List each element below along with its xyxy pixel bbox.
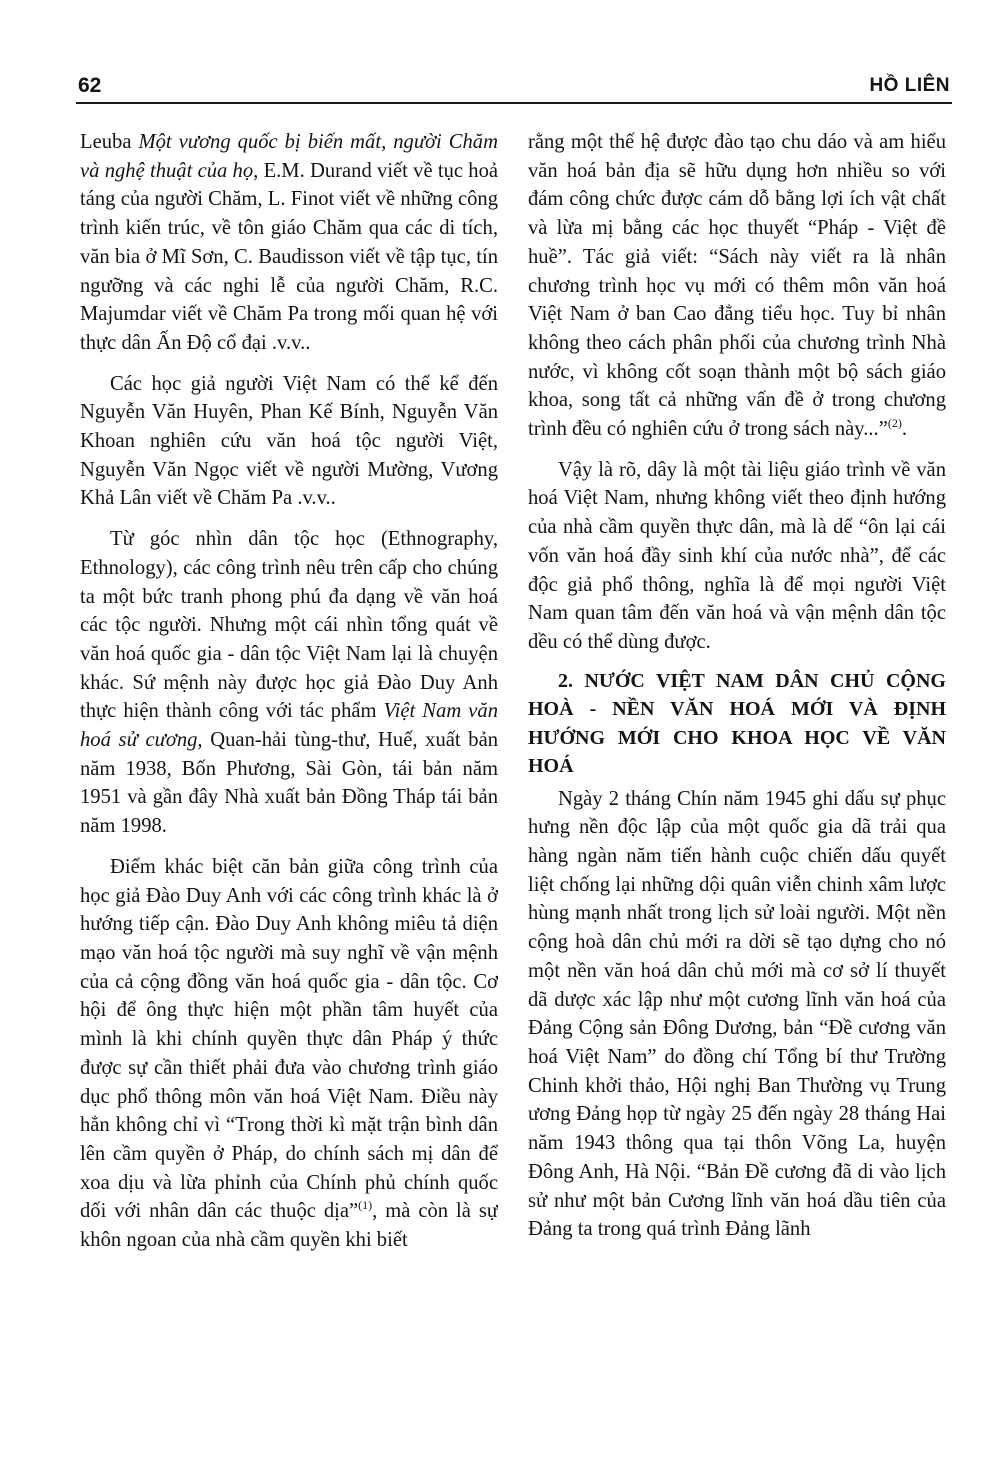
paragraph: Các học giả người Việt Nam có thể kể đến Nguyễn Văn Huyên, Phan Kế Bính, Nguyễn Văn Khoan nghiên cứu văn hoá tộc người Việt, Nguyễn Văn Ngọc viết về người Mường, Vương Khả Lân viết về Chăm Pa .v.v.. — [80, 372, 498, 510]
text-run: rằng một thế hệ được đào tạo chu dáo và am hiểu văn hoá bản địa sẽ hữu dụng hơn nhiều so với đám công chức được cám dỗ bằng lợi ích vật chất và lừa mị bằng các học thuyết “Pháp - Việt đề huề”. Tác giả viết: “Sách này viết ra là nhân chương trình học vụ mới có thêm môn văn hoá Việt Nam ở ban Cao đẳng tiểu học. Tuy bỉ nhân không theo cách phân phối của chương trình Nhà nước, vì không cốt soạn thành một bộ sách giáo khoa, song tất cả những vấn đề ở trong chương trình đều có nghiên cứu ở trong sách này...” — [528, 131, 946, 441]
page-header — [76, 68, 952, 104]
text-run: Từ góc nhìn dân tộc học (Ethnography, Ethnology), các công trình nêu trên cấp cho chúng ta một bức tranh phong phú đa dạng về văn hoá các tộc người. Nhưng một cái nhìn tổng quát về văn hoá quốc gia - dân tộc Việt Nam lại là chuyện khác. Sứ mệnh này được học giả Đào Duy Anh thực hiện thành công với tác phẩm — [80, 528, 498, 723]
footnote-marker: (2) — [887, 416, 902, 431]
paragraph — [80, 853, 498, 1255]
right-column — [528, 128, 946, 1458]
page-number: 62 — [78, 74, 102, 97]
paragraph — [80, 525, 498, 841]
italic-title: Một vương quốc bị biến mất, người Chăm và nghệ thuật của họ, — [80, 131, 498, 182]
paragraph — [80, 128, 498, 358]
text-run: E.M. Durand viết về tục hoả táng của người Chăm, L. Finot viết về những công trình kiến trúc, về tôn giáo Chăm qua các di tích, văn bia ở Mĩ Sơn, C. Baudisson viết về tập tục, tín ngưỡng và các nghi lễ của người Chăm, R.C. Majumdar viết về Chăm Pa trong mối quan hệ với thực dân Ấn Độ cổ đại .v.v.. — [80, 159, 498, 354]
text-run: Leuba — [80, 131, 139, 153]
paragraph: Vậy là rõ, dây là một tài liệu giáo trình về văn hoá Việt Nam, nhưng không viết theo định hướng của nhà cầm quyền thực dân, mà là dể “ôn lại cái vốn văn hoá đầy sinh khí của nước nhà”, để các độc giả phổ thông, nghĩa là để mọi người Việt Nam quan tâm đến văn hoá và vận mệnh dân tộc dều có thể dùng được. — [528, 458, 946, 653]
italic-title: Việt Nam văn hoá sử cương, — [80, 700, 498, 752]
running-head-author: HỒ LIÊN — [869, 75, 950, 96]
text-run: Quan-hải tùng-thư, Huế, xuất bản năm 1938, Bốn Phương, Sài Gòn, tái bản năm 1951 và gần đây Nhà xuất bản Đồng Tháp tái bản năm 1998. — [80, 729, 498, 838]
footnote-marker: (1) — [358, 1198, 373, 1213]
paragraph: Ngày 2 tháng Chín năm 1945 ghi dấu sự phục hưng nền độc lập của một quốc gia dã trải qua hàng ngàn năm tiến hành cuộc chiến dấu quyết liệt chống lại những dội quân viễn chinh xâm lược hùng mạnh nhất trong lịch sử loài người. Một nền cộng hoà dân chủ mới ra dời sẽ tạo dựng cho nó một nền văn hoá dân chủ mới mà cơ sở lí thuyết dã dược xác lập như một cương lĩnh văn hoá của Đảng Cộng sản Đông Dương, bản “Đề cương văn hoá Việt Nam” do đồng chí Tổng bí thư Trường Chinh khởi thảo, Hội nghị Ban Thường vụ Trung ương Đảng họp từ ngày 25 đến ngày 28 tháng Hai năm 1943 thông qua tại thôn Võng La, huyện Đông Anh, Hà Nội. “Bản Đề cương đã di vào lịch sử như một bản Cương lĩnh văn hoá dầu tiên của Đảng ta trong quá trình Đảng lãnh — [528, 787, 946, 1241]
paragraph — [528, 128, 946, 444]
text-run: Điểm khác biệt căn bản giữa công trình của học giả Đào Duy Anh với các công trình khác là ở hướng tiếp cận. Đào Duy Anh không miêu tả diện mạo văn hoá tộc người mà suy nghĩ về vận mệnh của cả cộng đồng văn hoá quốc gia - dân tộc. Cơ hội để ông thực hiện một phần tâm huyết của mình là khi chính quyền thực dân Pháp ý thức được sự cần thiết phải đưa vào chương trình giáo dục phổ thông môn văn hoá Việt Nam. Điều này hẳn không chỉ vì “Trong thời kì mặt trận bình dân lên cầm quyền ở Pháp, do chính sách mị dân để xoa dịu và lừa phỉnh của Chính phủ chính quốc dối với nhân dân các thuộc dịa” — [80, 855, 498, 1223]
text-run: , mà còn là sự khôn ngoan của nhà cầm quyền khi biết — [80, 1200, 498, 1252]
text-run: . — [901, 418, 907, 441]
left-column — [80, 128, 498, 1458]
section-heading: 2. NƯỚC VIỆT NAM DÂN CHỦ CỘNG HOÀ - NỀN VĂN HOÁ MỚI VÀ ĐỊNH HƯỚNG MỚI CHO KHOA HỌC VỀ VĂN HOÁ — [528, 669, 946, 778]
